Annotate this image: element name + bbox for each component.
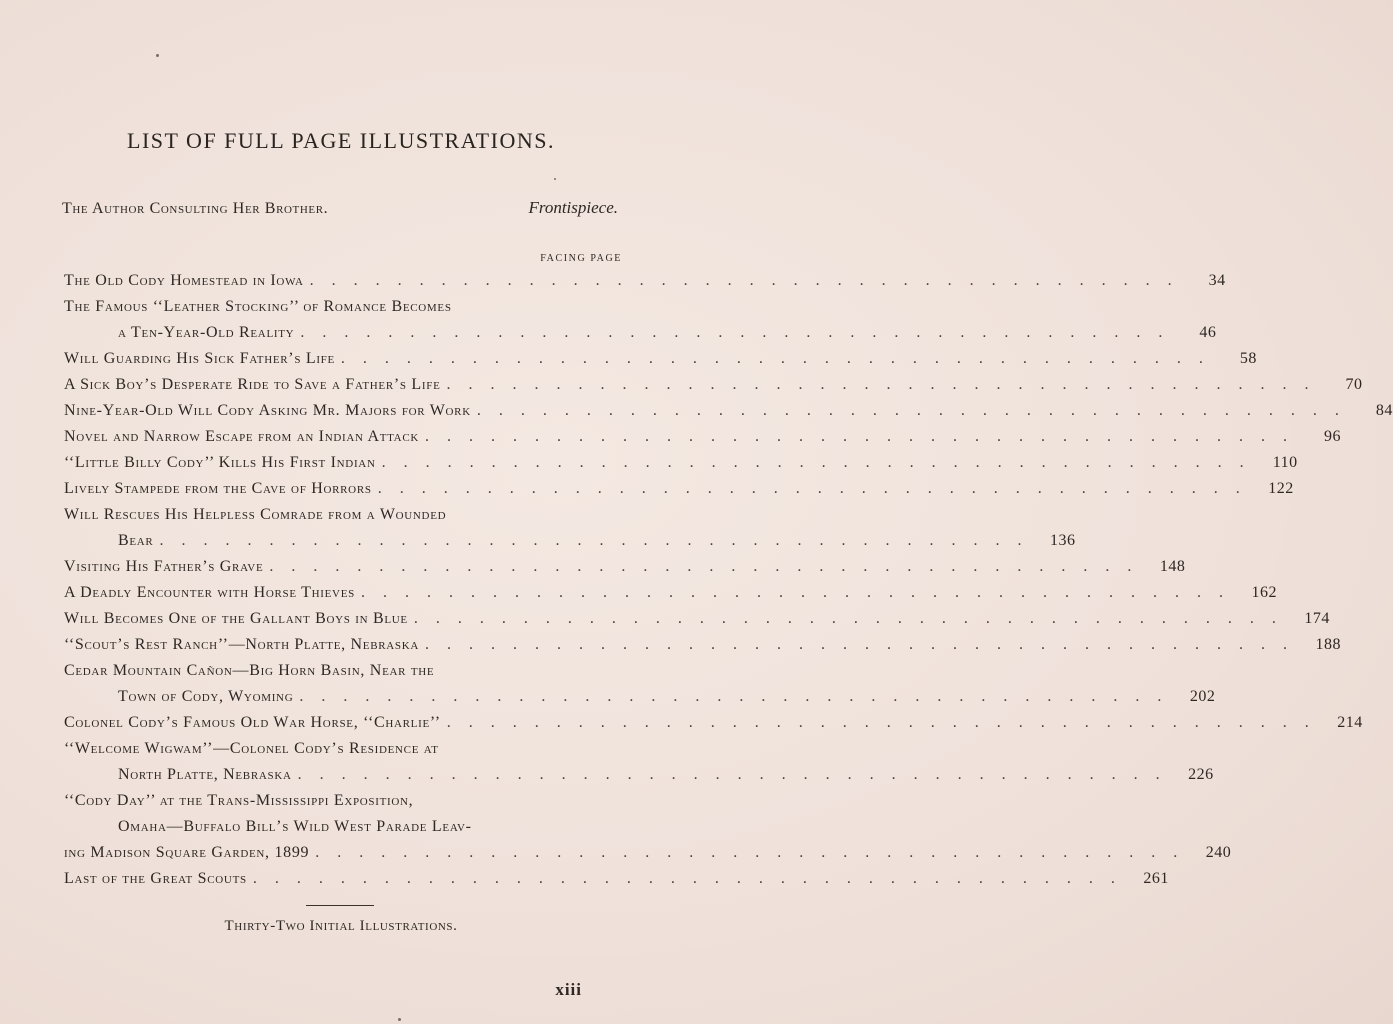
illustration-title: ing Madison Square Garden, 1899 [64,844,310,861]
frontispiece-row [62,198,618,218]
dot-leader: ........................................ [425,636,1306,653]
illustration-title: ‘‘Welcome Wigwam’’—Colonel Cody’s Residence at [64,740,439,757]
page-number: xiii [555,980,582,999]
dot-leader: ........................................ [377,480,1258,497]
illustration-entry [64,272,1226,298]
illustration-title: The Old Cody Homestead in Iowa [64,272,304,289]
page-ref: 122 [1268,480,1294,497]
illustration-entry [64,350,1257,376]
page-ref: 162 [1251,584,1277,601]
illustration-title: Last of the Great Scouts [64,870,247,887]
illustration-title: Cedar Mountain Cañon—Big Horn Basin, Near the [64,662,435,679]
illustration-title: North Platte, Nebraska [118,766,292,783]
illustration-title: Bear [118,532,154,549]
page-ref: 46 [1199,324,1217,341]
page-ref: 261 [1143,870,1169,887]
dot-leader: ........................................ [425,428,1306,445]
illustration-title: ‘‘Scout’s Rest Ranch’’—North Platte, Nebraska [64,636,420,653]
divider-rule [306,905,374,906]
page-ref: 226 [1188,766,1214,783]
page-ref: 70 [1345,376,1363,393]
page-ref: 96 [1324,428,1342,445]
dot-leader: ........................................ [297,766,1178,783]
illustration-entry [64,402,1393,428]
illustration-entry [64,610,1330,636]
illustration-title: ‘‘Little Billy Cody’’ Kills His First Indian [64,454,376,471]
illustration-entry [118,532,1076,558]
paper-speck [554,178,556,180]
dot-leader: ........................................ [360,584,1241,601]
illustration-entry [64,506,620,532]
page-ref: 34 [1208,272,1226,289]
page-ref: 58 [1239,350,1257,367]
illustration-entry [64,792,620,818]
page-ref: 214 [1337,714,1363,731]
illustration-entry [64,844,1232,870]
illustration-title: Visiting His Father’s Grave [64,558,264,575]
dot-leader: ........................................ [413,610,1294,627]
illustration-entry [118,766,1214,792]
illustration-entry [64,662,620,688]
illustration-title: a Ten-Year-Old Reality [118,324,295,341]
illustration-entry [118,324,1217,350]
initial-illustrations-note: Thirty-Two Initial Illustrations. [224,918,458,934]
illustration-title: ‘‘Cody Day’’ at the Trans-Mississippi Exposition, [64,792,414,809]
dot-leader: ........................................ [299,688,1180,705]
illustration-title: Town of Cody, Wyoming [118,688,294,705]
illustration-entry [64,558,1186,584]
dot-leader: ........................................ [269,558,1150,575]
page-ref: 110 [1272,454,1298,471]
illustration-title: Will Becomes One of the Gallant Boys in Blue [64,610,408,627]
illustration-entry [118,818,620,844]
illustration-entry [64,454,1298,480]
illustration-title: The Famous ‘‘Leather Stocking’’ of Romance Becomes [64,298,452,315]
illustration-title: Nine-Year-Old Will Cody Asking Mr. Majors for Work [64,402,471,419]
illustration-entry [64,428,1342,454]
illustration-title: A Sick Boy’s Desperate Ride to Save a Father’s Life [64,376,441,393]
dot-leader: ........................................ [446,714,1327,731]
illustration-entry [64,740,620,766]
illustration-title: Colonel Cody’s Famous Old War Horse, ‘‘Charlie’’ [64,714,441,731]
illustration-title: A Deadly Encounter with Horse Thieves [64,584,355,601]
dot-leader: ........................................ [381,454,1262,471]
illustration-entry [118,688,1216,714]
illustration-title: Will Rescues His Helpless Comrade from a Wounded [64,506,447,523]
facing-page-header: FACING PAGE [540,253,622,264]
frontispiece-caption: The Author Consulting Her Brother. [62,200,329,217]
page-ref: 240 [1205,844,1232,861]
illustration-entry [64,376,1363,402]
dot-leader: ........................................ [315,844,1196,861]
dot-leader: ........................................ [252,870,1133,887]
page-ref: 148 [1159,558,1186,575]
page-title: LIST OF FULL PAGE ILLUSTRATIONS. [127,128,555,153]
dot-leader: ........................................ [340,350,1221,367]
dot-leader: ........................................ [476,402,1357,419]
illustration-entry [64,584,1277,610]
illustration-title: Will Guarding His Sick Father’s Life [64,350,335,367]
frontispiece-tag: Frontispiece. [528,198,618,217]
page-ref: 174 [1304,610,1330,627]
paper-speck [398,1018,401,1021]
dot-leader: ........................................ [446,376,1327,393]
illustration-entry [64,480,1294,506]
illustration-entry [64,870,1169,896]
page-ref: 84 [1375,402,1393,419]
page-ref: 136 [1049,532,1076,549]
dot-leader: ........................................ [300,324,1181,341]
illustration-entry [64,714,1363,740]
illustration-title: Lively Stampede from the Cave of Horrors [64,480,372,497]
illustration-entry [64,636,1342,662]
illustration-title: Omaha—Buffalo Bill’s Wild West Parade Leav- [118,818,472,835]
paper-speck [156,54,159,57]
illustration-title: Novel and Narrow Escape from an Indian Attack [64,428,420,445]
page-ref: 188 [1315,636,1342,653]
dot-leader: ........................................ [309,272,1190,289]
page-ref: 202 [1189,688,1216,705]
dot-leader: ........................................ [159,532,1040,549]
illustration-entry [64,298,620,324]
